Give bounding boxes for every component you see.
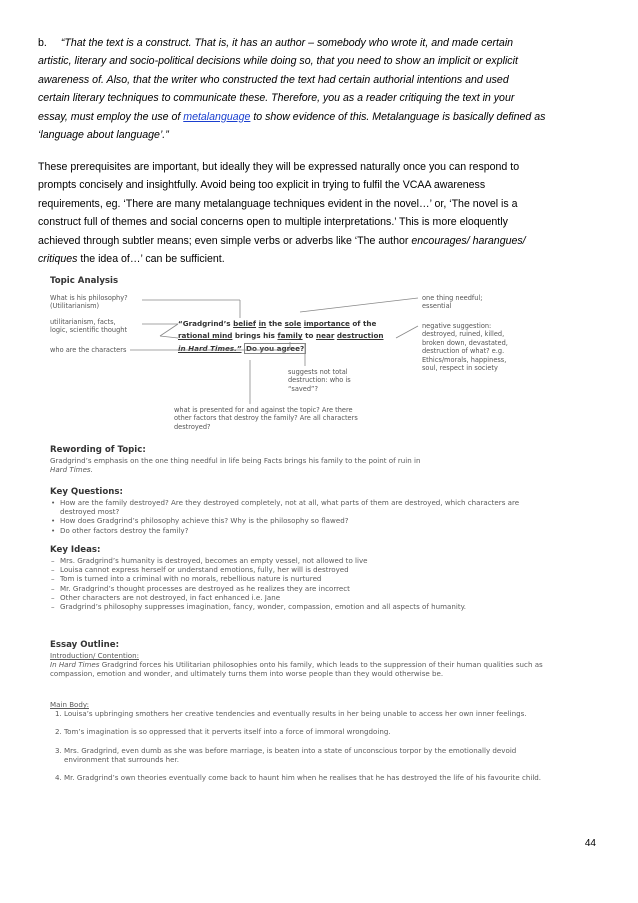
main-body-item: 2. Tom’s imagination is so oppressed that it perverts itself into a force of immoral wrongdoing. bbox=[64, 727, 550, 736]
idea-item: – Tom is turned into a criminal with no morals, rebellious nature is nurtured bbox=[60, 574, 550, 583]
rewording-heading: Rewording of Topic: bbox=[50, 445, 146, 455]
note-line: logic, scientific thought bbox=[50, 326, 128, 335]
characters-note: who are the characters bbox=[50, 346, 127, 354]
note-line: destroyed? bbox=[174, 422, 211, 431]
para-line: the idea of…’ can be sufficient. bbox=[77, 253, 225, 266]
idea-item: – Mr. Gradgrind’s thought processes are destroyed as he realizes they are incorrect bbox=[60, 584, 550, 593]
note-line: utilitarianism, facts, bbox=[50, 318, 116, 326]
topic-word: family bbox=[277, 331, 303, 341]
topic-word: near bbox=[315, 331, 335, 341]
quote-line: “That the text is a construct. That is, it has an author – somebody who wrote it, and made certain bbox=[60, 37, 514, 49]
question-item: • How are the family destroyed? Are they destroyed completely, not at all, what parts of them are destroyed, which characters are destroyed most? bbox=[60, 498, 550, 516]
topic-word: in bbox=[258, 319, 267, 328]
main-body-item: 4. Mr. Gradgrind’s own theories eventually come back to haunt him when he realises that he has destroyed the life of his favourite child. bbox=[64, 773, 550, 782]
para-line: prompts concisely and insightfully. Avoid being too explicit in trying to fulfil the VCAA awareness bbox=[38, 179, 486, 192]
note-line: soul, respect in society bbox=[422, 364, 498, 373]
note-line: essential bbox=[422, 302, 452, 311]
note-line: “saved”? bbox=[288, 384, 318, 393]
topic-word: rational mind bbox=[178, 331, 233, 341]
note-line: destroyed, ruined, killed, bbox=[422, 330, 505, 339]
quote-line: awareness of. Also, that the writer who constructed the text had certain authorial intentions and used bbox=[38, 73, 509, 86]
page-number: 44 bbox=[584, 838, 596, 849]
idea-item: – Louisa cannot express herself or understand emotions, fully, her will is destroyed bbox=[60, 565, 550, 574]
note-line: (Utilitarianism) bbox=[50, 302, 100, 311]
note-line: negative suggestion: bbox=[422, 322, 492, 330]
quote-line: certain literary techniques to communicate these. Therefore, you as a reader critiquing the text in your bbox=[38, 92, 515, 105]
note-line: suggests not total bbox=[288, 368, 348, 376]
note-line: other factors that destroy the family? Are all characters bbox=[174, 414, 358, 423]
intro-text: Gradgrind forces his Utilitarian philosophies onto his family, which leads to the suppression of their human qualities such as compassion, emotion and wonder, and ultimately turns them into worse people than they would otherwise be. bbox=[50, 660, 543, 679]
topic-word: sole bbox=[284, 319, 302, 328]
topic-word: “Gradgrind’s bbox=[178, 319, 231, 328]
essay-outline-heading: Essay Outline: bbox=[50, 640, 120, 650]
quote-line: essay, must employ the use of bbox=[38, 110, 184, 123]
key-ideas-heading: Key Ideas: bbox=[50, 545, 101, 555]
para-line: construct full of themes and social concerns open to multiple interpretations.’ This is more eloquently bbox=[38, 216, 508, 229]
note-line: Ethics/morals, happiness, bbox=[422, 355, 507, 364]
intro-heading: Introduction/ Contention: bbox=[50, 651, 140, 660]
note-line: what is presented for and against the topic? Are there bbox=[174, 406, 353, 414]
topic-word: the bbox=[268, 319, 283, 328]
topic-word: destruction bbox=[336, 331, 384, 341]
para-italic: critiques bbox=[38, 253, 78, 266]
note-line: one thing needful; bbox=[422, 294, 483, 302]
topic-word: brings his bbox=[234, 331, 275, 341]
para-line: achieved through subtler means; even simple verbs or adverbs like ‘The author bbox=[38, 234, 412, 247]
topic-word: belief bbox=[233, 319, 257, 328]
note-line: destruction: who is bbox=[288, 376, 351, 385]
main-body-heading: Main Body: bbox=[50, 700, 89, 709]
main-body-item: 1. Louisa’s upbringing smothers her creative tendencies and eventually results in her being unable to access her own inner feelings. bbox=[64, 709, 550, 718]
intro-italic: In Hard Times bbox=[50, 660, 100, 670]
idea-item: – Mrs. Gradgrind’s humanity is destroyed, becomes an empty vessel, not allowed to live bbox=[60, 556, 550, 565]
quote-line: to show evidence of this. Metalanguage is basically defined as bbox=[250, 110, 546, 123]
idea-item: – Gradgrind’s philosophy suppresses imagination, fancy, wonder, compassion, emotion and all aspects of humanity. bbox=[60, 602, 550, 611]
topic-word: of bbox=[352, 319, 361, 328]
idea-item: – Other characters are not destroyed, in fact enhanced i.e. Jane bbox=[60, 593, 550, 602]
note-line: What is his philosophy? bbox=[50, 294, 128, 302]
para-line: These prerequisites are important, but ideally they will be expressed naturally once you can respond to bbox=[38, 161, 520, 173]
rewording-line: Hard Times. bbox=[50, 465, 93, 475]
introduction-block bbox=[50, 651, 550, 679]
topic-word: to bbox=[305, 331, 314, 341]
para-italic: encourages/ harangues/ bbox=[411, 234, 526, 247]
topic-word: in Hard Times.” bbox=[178, 343, 242, 353]
para-line: requirements, eg. ‘There are many metalanguage techniques evident in the novel…’ or, ‘The novel is a bbox=[38, 197, 518, 210]
metalanguage-link[interactable]: metalanguage bbox=[183, 110, 251, 123]
topic-analysis-heading: Topic Analysis bbox=[50, 276, 119, 286]
annotation-arrows bbox=[50, 276, 590, 441]
rewording-line: Gradgrind’s emphasis on the one thing needful in life being Facts brings his family to the point of ruin in bbox=[50, 456, 421, 465]
quote-line: artistic, literary and socio-political decisions while doing so, that you need to show an implicit or explicit bbox=[38, 55, 518, 68]
main-body-item: 3. Mrs. Gradgrind, even dumb as she was before marriage, is beaten into a state of unconscious torpor by the emotionally devoid environment that surrounds her. bbox=[64, 746, 550, 764]
rewording-text bbox=[50, 456, 550, 474]
topic-word: importance bbox=[303, 319, 350, 328]
main-body-block bbox=[50, 700, 550, 791]
topic-analysis-figure bbox=[50, 276, 590, 831]
question-item: • Do other factors destroy the family? bbox=[60, 526, 550, 535]
topic-question: Do you agree? bbox=[246, 343, 305, 353]
topic-word: the bbox=[362, 319, 377, 328]
key-questions bbox=[50, 498, 550, 535]
quote-line: ‘language about language’.” bbox=[38, 129, 169, 142]
quote-block bbox=[38, 34, 596, 144]
key-ideas bbox=[50, 556, 550, 611]
item-label: b. bbox=[38, 37, 47, 49]
note-line: destruction of what? e.g. bbox=[422, 347, 505, 356]
key-questions-heading: Key Questions: bbox=[50, 487, 123, 497]
question-item: • How does Gradgrind’s philosophy achieve this? Why is the philosophy so flawed? bbox=[60, 516, 550, 525]
note-line: broken down, devastated, bbox=[422, 338, 508, 347]
body-paragraph bbox=[38, 158, 596, 268]
